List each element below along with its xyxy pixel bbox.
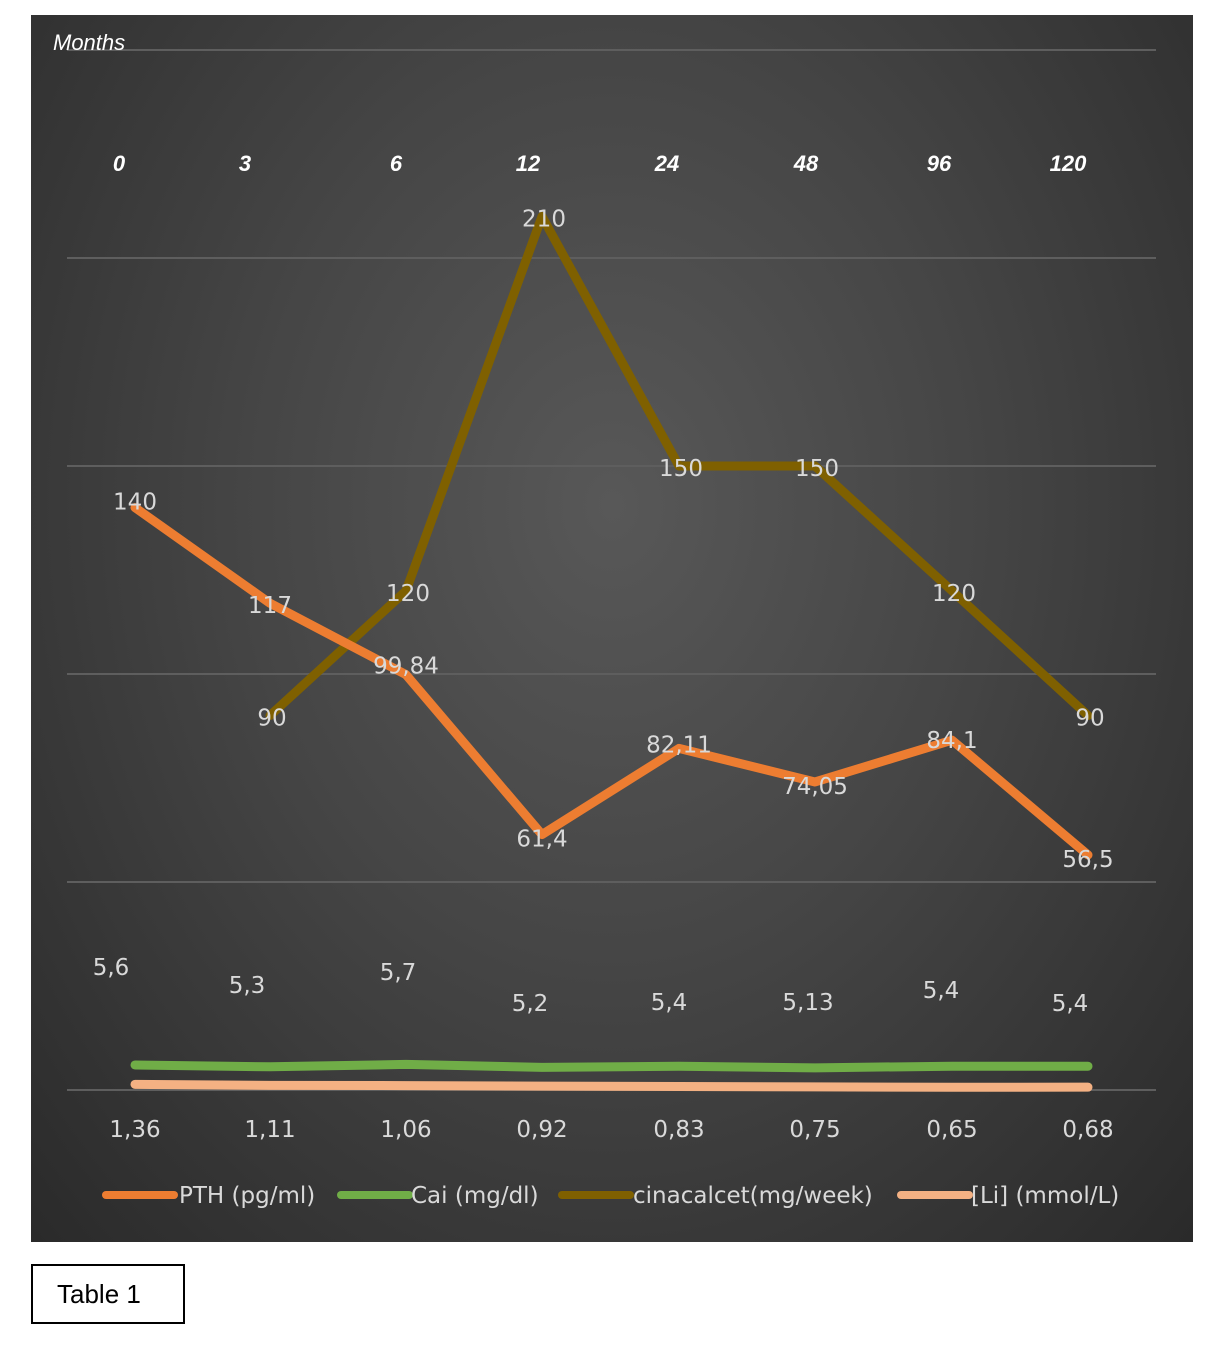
cai-data-label: 5,6 [92,955,130,981]
cai-data-label: 5,2 [511,991,549,1017]
li-data-label: 0,65 [926,1117,978,1143]
cinacalcet-data-label: 150 [659,456,703,482]
cinacalcet-data-label: 90 [1075,705,1105,732]
cai-data-label: 5,4 [922,978,960,1004]
cai-data-label: 5,4 [1051,991,1089,1017]
line-chart [31,15,1193,1242]
cinacalcet-data-label: 150 [795,456,839,482]
cinacalcet-data-label: 210 [522,206,566,233]
month-tick-label: 120 [1049,151,1087,176]
pth-data-label: 117 [248,593,292,619]
month-tick-label: 12 [515,151,541,176]
legend-label: PTH (pg/ml) [179,1183,316,1209]
month-tick-label: 48 [793,151,819,176]
cinacalcet-data-label: 120 [386,580,430,607]
li-data-label: 0,75 [789,1117,841,1143]
table-caption [31,1264,185,1324]
legend-label: [Li] (mmol/L) [971,1183,1120,1209]
pth-data-label: 56,5 [1062,846,1114,873]
li-data-label: 1,11 [244,1117,296,1143]
series-li-line [135,1084,1088,1087]
pth-data-label: 84,1 [926,728,978,755]
caption-text: Table 1 [57,1278,141,1309]
li-data-label: 1,36 [109,1117,161,1143]
legend-label: Cai (mg/dl) [411,1183,539,1209]
series-cai-line [135,1064,1088,1067]
month-tick-label: 6 [389,151,403,176]
pth-data-label: 74,05 [782,773,848,800]
month-tick-label: 96 [926,151,952,176]
cai-data-label: 5,7 [379,960,417,986]
cinacalcet-data-label: 90 [257,705,287,732]
month-tick-label: 3 [238,151,252,176]
month-tick-label: 24 [654,151,680,176]
month-tick-label: 0 [112,151,126,176]
cai-data-label: 5,3 [228,973,266,999]
li-data-label: 1,06 [380,1117,432,1143]
cinacalcet-data-label: 120 [932,580,976,607]
pth-data-label: 99,84 [373,653,439,680]
x-axis-title: Months [53,30,126,55]
li-data-label: 0,92 [516,1117,568,1143]
pth-data-label: 140 [113,489,157,516]
series-pth-line [135,508,1088,855]
legend-label: cinacalcet(mg/week) [633,1183,873,1209]
li-data-label: 0,83 [653,1117,705,1143]
chart-panel [31,15,1193,1242]
cai-data-label: 5,13 [782,990,834,1016]
li-data-label: 0,68 [1062,1117,1114,1143]
cai-data-label: 5,4 [650,990,688,1016]
pth-data-label: 82,11 [646,732,712,759]
pth-data-label: 61,4 [516,826,568,853]
